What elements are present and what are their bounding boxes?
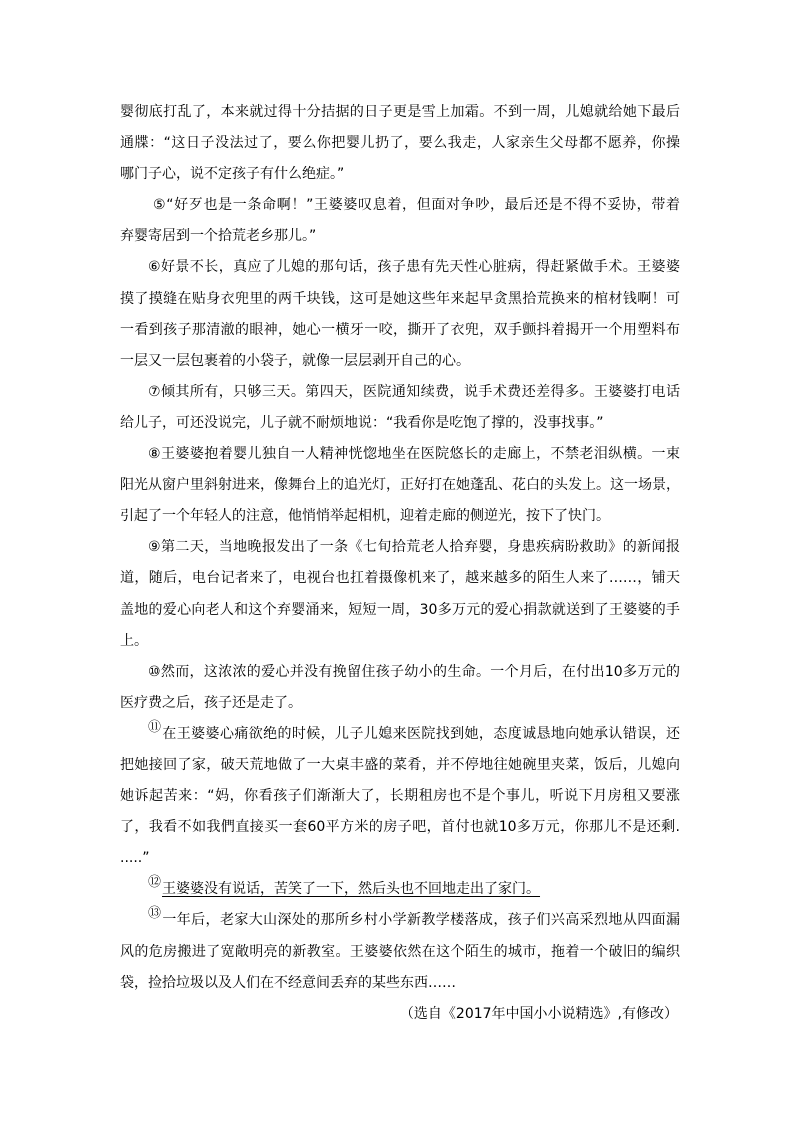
text-line <box>120 532 680 563</box>
line-text: 引起了一个年轻人的注意，他悄悄举起相机，迎着走廊的侧逆光，按下了快门。 <box>120 508 610 525</box>
text-line <box>120 874 680 905</box>
line-text: 弃婴寄居到一个拾荒老乡那儿。” <box>120 228 317 245</box>
text-line <box>120 968 680 999</box>
line-text: 盖地的爱心向老人和这个弃婴涌来，短短一周，30多万元的爱心捐款就送到了王婆婆的手 <box>120 601 680 618</box>
line-text: 一看到孩子那清澈的眼神，她心一横牙一咬，撕开了衣兜，双手颤抖着揭开一个用塑料布 <box>120 321 680 338</box>
text-line <box>120 688 680 719</box>
text-line <box>120 719 680 750</box>
text-line <box>120 812 680 843</box>
line-text: 道，随后，电台记者来了，电视台也扛着摄像机来了，越来越多的陌生人来了……，铺天 <box>120 570 680 587</box>
text-line <box>120 470 680 501</box>
line-text: 哪门子心，说不定孩子有什么绝症。” <box>120 166 345 183</box>
underlined-sentence: 王婆婆没有说话，苦笑了一下，然后头也不回地走出了家门。 <box>162 881 541 898</box>
text-line <box>120 377 680 408</box>
line-text: ⑨第二天，当地晚报发出了一条《七旬拾荒老人拾弃婴，身患疾病盼救助》的新闻报 <box>148 539 680 556</box>
line-text: 给儿子，可还没说完，儿子就不耐烦地说：“我看你是吃饱了撑的，没事找事。” <box>120 414 604 431</box>
line-text: 医疗费之后，孩子还是走了。 <box>120 694 302 711</box>
paragraph-number: ⑫ <box>148 875 162 891</box>
text-line <box>120 905 680 936</box>
document-body <box>120 97 680 1030</box>
line-text: 阳光从窗户里斜射进来，像舞台上的追光灯，正好打在她蓬乱、花白的头发上。这一场景， <box>120 477 680 494</box>
line-text: 摸了摸缝在贴身衣兜里的两千块钱，这可是她这些年来起早贪黑拾荒换来的棺材钱啊！可 <box>120 290 680 307</box>
text-line <box>120 595 680 626</box>
line-text: 她诉起苦来：“妈，你看孩子们渐渐大了，长期租房也不是个事儿，听说下月房租又要涨 <box>120 788 680 805</box>
text-line <box>120 563 680 594</box>
text-line <box>120 252 680 283</box>
text-line <box>120 159 680 190</box>
paragraph-number: ⑪ <box>148 719 162 735</box>
line-text: 一年后，老家大山深处的那所乡村小学新教学楼落成，孩子们兴高采烈地从四面漏 <box>162 912 680 929</box>
line-text: ⑥好景不长，真应了儿媳的那句话，孩子患有先天性心脏病，得赶紧做手术。王婆婆 <box>148 259 680 276</box>
line-text: 风的危房搬进了宽敞明亮的新教室。王婆婆依然在这个陌生的城市，拖着一个破旧的编织 <box>120 943 680 960</box>
text-line <box>120 97 680 128</box>
line-text: 上。 <box>120 632 148 649</box>
text-line <box>120 284 680 315</box>
source-citation: （选自《2017年中国小小说精选》,有修改） <box>399 1005 678 1022</box>
text-line <box>120 626 680 657</box>
line-text: .....” <box>120 850 150 867</box>
line-text: 一层又一层包裹着的小袋子，就像一层层剥开自己的心。 <box>120 352 470 369</box>
text-line <box>120 781 680 812</box>
line-text: ⑧王婆婆抱着婴儿独自一人精神恍惚地坐在医院悠长的走廊上，不禁老泪纵横。一束 <box>148 446 680 463</box>
text-line <box>120 315 680 346</box>
line-text: 袋，捡拾垃圾以及人们在不经意间丢弃的某些东西…… <box>120 974 456 991</box>
line-text: 在王婆婆心痛欲绝的时候，儿子儿媳来医院找到她，态度诚恳地向她承认错误，还 <box>162 725 680 742</box>
line-text: ⑦倾其所有，只够三天。第四天，医院通知续费，说手术费还差得多。王婆婆打电话 <box>148 383 680 400</box>
text-line <box>120 408 680 439</box>
text-line <box>120 501 680 532</box>
text-line <box>120 221 680 252</box>
text-line <box>120 128 680 159</box>
text-line <box>120 843 680 874</box>
line-text: 婴彻底打乱了，本来就过得十分拮据的日子更是雪上加霜。不到一周，儿媳就给她下最后 <box>120 104 680 120</box>
text-line <box>120 190 680 221</box>
text-line <box>120 346 680 377</box>
line-text: 通牒：“这日子没法过了，要么你把婴儿扔了，要么我走，人家亲生父母都不愿养，你操 <box>120 135 680 152</box>
line-text: ⑩然而，这浓浓的爱心并没有挽留住孩子幼小的生命。一个月后，在付出10多万元的 <box>148 663 680 680</box>
text-line <box>120 657 680 688</box>
text-line <box>120 750 680 781</box>
line-text: 了，我看不如我們直接买一套60平方米的房子吧，首付也就10多万元，你那儿不是还剩. <box>120 819 680 836</box>
line-text: 把她接回了家，破天荒地做了一大桌丰盛的菜肴，并不停地往她碗里夹菜，饭后，儿媳向 <box>120 756 680 773</box>
text-line <box>120 937 680 968</box>
paragraph-number: ⑬ <box>148 906 162 922</box>
line-text: ⑤“好歹也是一条命啊！”王婆婆叹息着，但面对争吵，最后还是不得不妥协，带着 <box>153 197 680 214</box>
text-line <box>120 439 680 470</box>
